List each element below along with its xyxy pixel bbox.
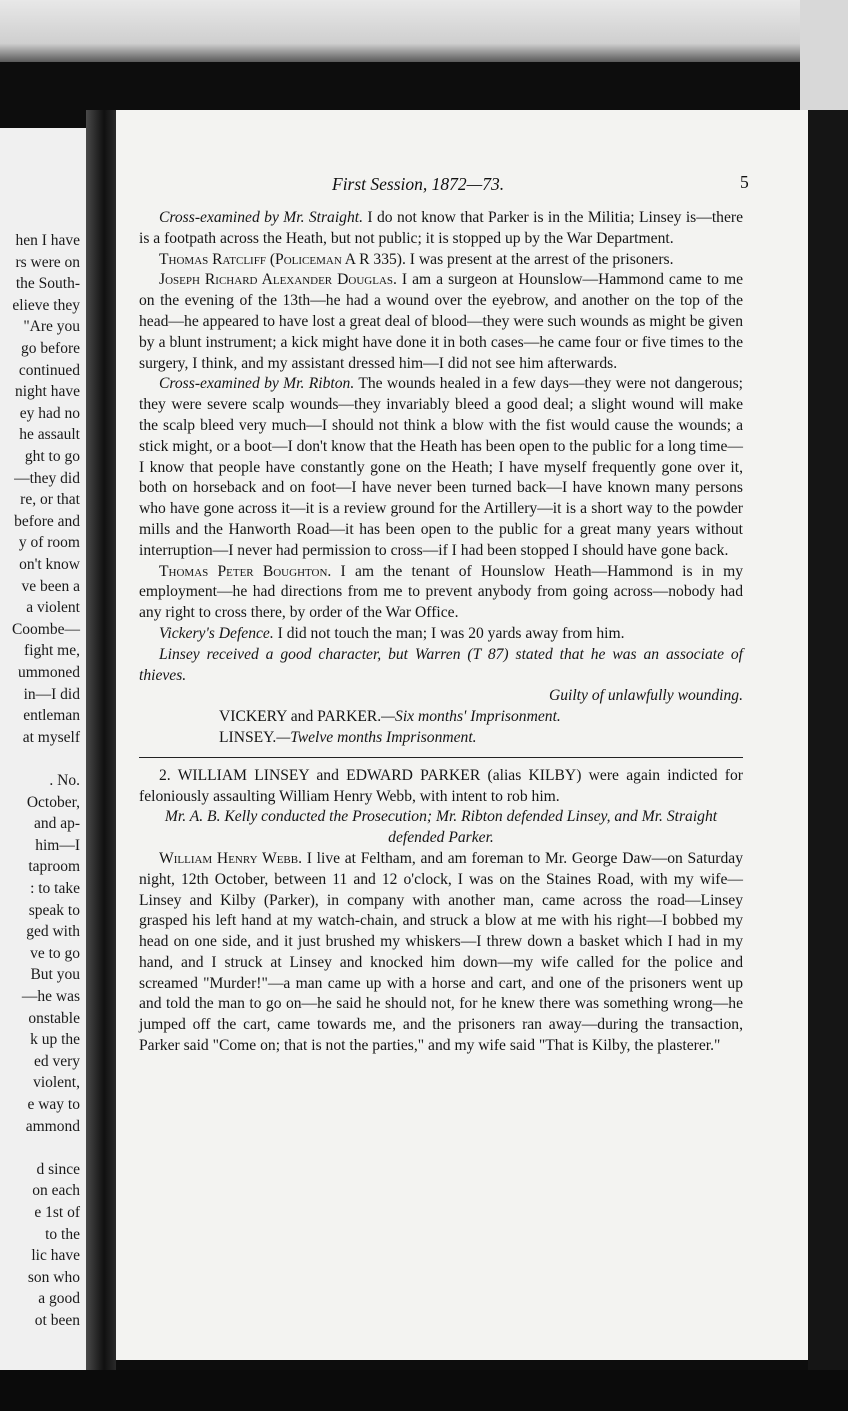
paragraph-douglas [139,270,743,374]
defendants: LINSEY. [219,728,277,746]
left-page-line: re, or that [20,491,80,509]
left-page-line: : to take [30,880,80,897]
paragraph-ratcliff [139,250,743,271]
left-page-line: ammond [25,1117,80,1135]
left-page-line: in—I did [23,685,80,703]
left-page-line: a good [38,1290,80,1308]
paragraph-character [139,645,743,687]
left-page-line: onstable [28,1009,80,1027]
left-page-line: ged with [26,923,80,941]
left-page-line: October, [26,793,80,811]
left-page-line: ed very [33,1052,80,1070]
paragraph-cross-exam-ribton [139,374,743,561]
left-page-line: . No. [49,772,80,789]
testimony: I am the tenant of Hounslow Heath—Hammond is in my employment—he had directions from me to prevent anybody from going across—nobody had any right to cross there, by order of the War Office. [139,562,744,622]
left-page-line: elieve they [12,296,80,314]
left-page-line: ght to go [24,448,80,465]
lead: Cross-examined by Mr. Straight. [159,209,364,226]
lead: Cross-examined by Mr. Ribton. [159,375,355,393]
left-page-line: speak to [28,901,80,919]
running-title: First Session, 1872—73. [332,174,505,194]
paragraph-vickery-defence [139,624,743,645]
paragraph-webb [139,849,743,1057]
left-page-line: go before [21,340,80,357]
testimony: The wounds healed in a few days—they were not dangerous; they were severe scalp wounds—they invariably bleed a good deal; a slight wound will make the scalp bleed very much—I should not think a blow with the fist would cause the wounds; a stick might, or a boot—I don't know that the Heath has been open to the public for a long time—I know that people have constantly gone on the Heath; I have myself frequently gone over it, both on horseback and on foot—I have never been turned back—I have known many persons who have gone across it—it is a review ground for the Artillery—it is a short way to the powder mills and the Hanworth Road—it has been open to the public for a great many years without interruption—I never had permission to cross—if I had been stopped I should have gone back. [139,375,743,559]
defendants: VICKERY and PARKER. [219,708,382,726]
left-page-line: on each [32,1182,80,1200]
left-page-line: son who [27,1268,80,1286]
left-page-line: ot been [34,1312,80,1329]
left-page-line: "Are you [23,318,80,336]
left-page-line: on't know [19,556,80,573]
left-page-line: lic have [31,1247,80,1265]
testimony: I was present at the arrest of the prisoners. [409,250,674,268]
left-page-line: hen I have [15,232,80,249]
lead: Vickery's Defence. [159,624,274,642]
left-page-line: him—I [35,836,80,854]
left-page-line: y of room [18,534,80,552]
left-page-line: Coombe— [11,620,80,638]
paragraph-boughton [139,562,743,624]
testimony: I did not touch the man; I was 20 yards away from him. [277,624,625,642]
paragraph-counsel [139,807,743,849]
scan-background-bottom [0,1370,848,1411]
scan-background-corner [800,0,848,110]
sentence-linsey [219,728,743,749]
sentence: —Twelve months Imprisonment. [276,728,477,746]
paragraph-indictment [139,766,743,808]
sentence-vickery-parker [219,707,743,728]
left-page-line: ummoned [18,664,80,681]
page-number: 5 [740,172,749,192]
left-page-line: before and [14,512,80,530]
section-divider [139,757,743,758]
page-header [116,174,756,198]
verdict-text: Guilty of unlawfully wounding. [548,687,743,705]
left-page-line: entleman [23,707,80,725]
left-page-line: and ap- [33,815,80,833]
left-page-line: —they did [14,469,80,487]
left-page-line: But you [30,966,80,984]
scan-background-top [0,0,848,62]
left-page-line: night have [15,383,80,401]
left-page-line: e way to [27,1096,80,1113]
left-page-line: ve to go [30,944,80,962]
charge: were again indicted for feloniously assaulting William Henry Webb, with intent to rob him. [139,766,743,805]
witness-name: Joseph Richard Alexander Douglas. [159,271,397,289]
paragraph-cross-exam-straight [139,208,743,250]
case-heading: 2. WILLIAM LINSEY and EDWARD PARKER (alias KILBY) [159,766,582,784]
left-page-line: e 1st of [34,1204,80,1221]
left-page-line: —he was [21,988,80,1005]
left-page-line: taproom [28,858,80,876]
left-page-line: ey had no [19,404,80,422]
testimony: I live at Feltham, and am foreman to Mr. George Daw—on Saturday night, 12th October, between 11 and 12 o'clock, I was on the Staines Road, with my wife—Linsey and Kilby (Parker), in company with another man, came across the road—Linsey grasped his left hand at my watch-chain, and struck a blow at me with his right—I bobbed my head on one side, and it just brushed my whiskers—I threw down a basket which I had in my hand, and I struck at Linsey and knocked him down—my wife called for the police and screamed "Murder!"—a man came up with a horse and cart, and one of the prisoners went up and told the man to go on—he said he should not, for he knew there was something wrong—he jumped off the cart, came towards me, and the prisoners ran away—during the transaction, Parker said "Come on; that is not the parties," and my wife said "That is Kilby, the plasterer." [139,849,743,1055]
left-page-line: d since [36,1160,80,1178]
left-page-line: the South- [15,275,80,293]
left-page-line: violent, [33,1074,80,1092]
book-gutter [86,110,116,1400]
witness-name: William Henry Webb. [159,849,302,867]
sentence: —Six months' Imprisonment. [381,708,561,726]
left-page [0,128,86,1390]
left-page-line: a violent [26,599,80,617]
verdict [139,686,743,707]
witness-name: Thomas Ratcliff (Policeman A R 335). [159,250,406,268]
left-page-line: ve been a [21,577,80,595]
left-page-line: he assault [19,426,80,444]
witness-name: Thomas Peter Boughton. [159,562,332,580]
left-page-line: rs were on [15,253,80,271]
counsel-note: Mr. A. B. Kelly conducted the Prosecution; Mr. Ribton defended Linsey, and Mr. Straight defended Parker. [164,808,718,847]
testimony: I do not know that Parker is in the Militia; Linsey is—there is a footpath across the Heath, but not public; it is stopped up by the War Department. [139,209,744,247]
body-text [139,208,743,1057]
character-note: Linsey received a good character, but Warren (T 87) stated that he was an associate of thieves. [139,645,743,684]
scan-background-right [808,110,848,1411]
left-page-line: fight me, [24,642,80,660]
testimony: I am a surgeon at Hounslow—Hammond came to me on the evening of the 13th—he had a wound over the eyebrow, and another on the top of the head—he appeared to have lost a great deal of blood—they were such wounds as might be given by a blunt instrument; a kick might have done it in both cases—he came four or five times to the surgery, I think, and my assistant dressed him—I did not see him afterwards. [139,271,743,372]
left-page-line: k up the [30,1031,80,1049]
left-page-line: continued [18,361,80,379]
left-page-line: to the [45,1225,80,1243]
left-page-line: at myself [22,728,80,746]
